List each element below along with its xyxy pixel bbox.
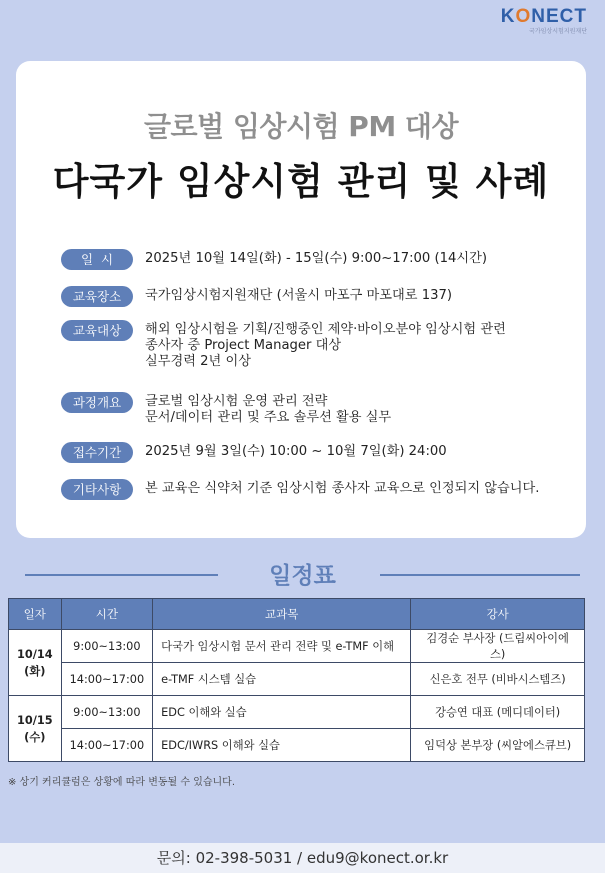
instructor-cell: 김경순 부사장 (드림씨아이에스) [411, 630, 585, 663]
day-cell [9, 630, 62, 696]
info-row-date [61, 249, 487, 270]
instructor-cell: 신은호 전무 (비바시스템즈) [411, 663, 585, 696]
logo-wordmark: KONECT [500, 6, 587, 27]
day-weekday: (화) [24, 664, 46, 678]
konect-logo [501, 6, 587, 35]
info-value: 문서/데이터 관리 및 주요 솔루션 활용 실무 [145, 410, 392, 425]
info-row-overview [61, 392, 391, 426]
info-label: 접수기간 [61, 442, 133, 463]
info-row-target [61, 320, 506, 370]
table-row [9, 729, 585, 762]
header-instructor: 강사 [411, 599, 585, 630]
subject-cell: EDC 이해와 실습 [153, 696, 411, 729]
subject-cell: 다국가 임상시험 문서 관리 전략 및 e-TMF 이해 [153, 630, 411, 663]
page-title: 다국가 임상시험 관리 및 사례 [52, 160, 550, 203]
info-value: 해외 임상시험을 기획/진행중인 제약·바이오분야 임상시험 관련 [145, 322, 506, 337]
schedule-title: 일정표 [269, 563, 336, 589]
day-date: 10/15 [17, 713, 53, 727]
instructor-cell: 임덕상 본부장 (씨알에스큐브) [411, 729, 585, 762]
info-value: 글로벌 임상시험 운영 관리 전략 [145, 394, 328, 409]
header-subject: 교과목 [153, 599, 411, 630]
info-row-registration [61, 442, 447, 463]
info-value: 실무경력 2년 이상 [145, 354, 251, 369]
info-label: 일 시 [61, 249, 133, 270]
info-value: 2025년 9월 3일(수) 10:00 ~ 10월 7일(화) 24:00 [145, 444, 447, 459]
subject-cell: e-TMF 시스템 실습 [153, 663, 411, 696]
table-row [9, 696, 585, 729]
info-label: 기타사항 [61, 479, 133, 500]
day-weekday: (수) [24, 730, 46, 744]
day-date: 10/14 [17, 647, 53, 661]
info-value: 종사자 중 Project Manager 대상 [145, 338, 342, 353]
day-cell [9, 696, 62, 762]
contact-footer: 문의: 02-398-5031 / edu9@konect.or.kr [0, 843, 605, 873]
table-header-row [9, 599, 585, 630]
schedule-table [8, 598, 585, 762]
time-cell: 9:00~13:00 [61, 696, 153, 729]
subject-cell: EDC/IWRS 이해와 실습 [153, 729, 411, 762]
header-time: 시간 [61, 599, 153, 630]
page-subtitle: 글로벌 임상시험 PM 대상 [143, 110, 459, 143]
info-row-etc [61, 479, 539, 500]
info-value: 국가임상시험지원재단 (서울시 마포구 마포대로 137) [145, 288, 453, 303]
info-card [16, 61, 586, 538]
info-label: 교육장소 [61, 286, 133, 307]
header-date: 일자 [9, 599, 62, 630]
info-label: 과정개요 [61, 392, 133, 413]
info-value: 2025년 10월 14일(화) - 15일(수) 9:00~17:00 (14시간) [145, 251, 488, 266]
time-cell: 14:00~17:00 [61, 663, 153, 696]
info-row-location [61, 286, 452, 307]
table-row [9, 663, 585, 696]
logo-subtitle: 국가임상시험지원재단 [529, 28, 587, 35]
info-value: 본 교육은 식약처 기준 임상시험 종사자 교육으로 인정되지 않습니다. [145, 481, 540, 496]
table-row [9, 630, 585, 663]
time-cell: 14:00~17:00 [61, 729, 153, 762]
time-cell: 9:00~13:00 [61, 630, 153, 663]
info-label: 교육대상 [61, 320, 133, 341]
curriculum-note: ※ 상기 커리큘럼은 상황에 따라 변동될 수 있습니다. [8, 777, 236, 788]
section-divider-right [380, 574, 580, 576]
instructor-cell: 강승연 대표 (메디데이터) [411, 696, 585, 729]
